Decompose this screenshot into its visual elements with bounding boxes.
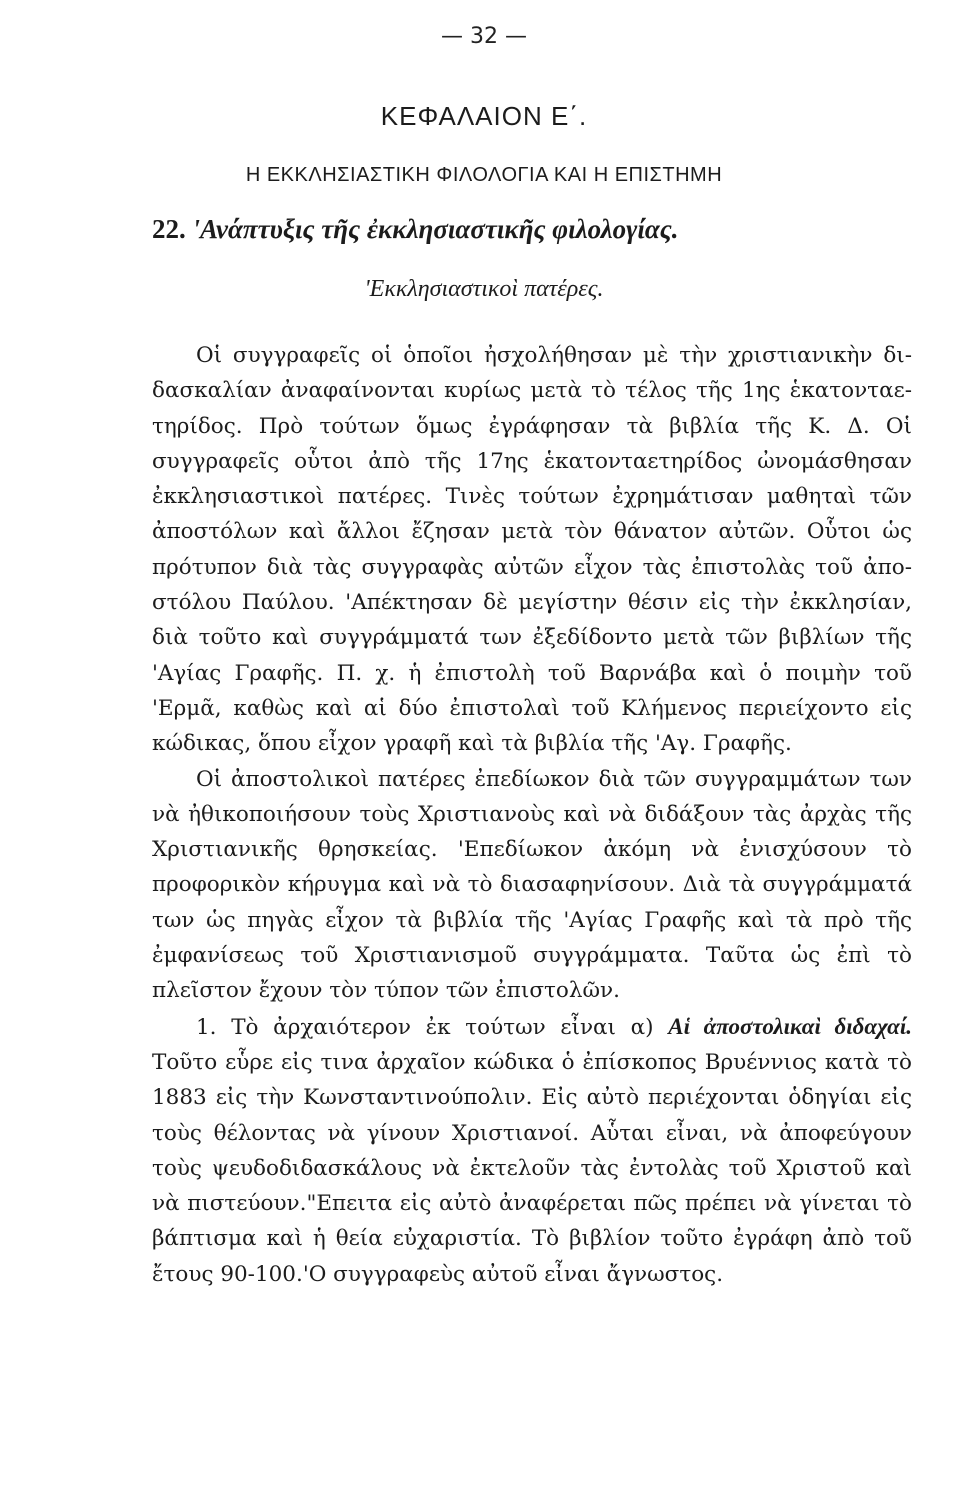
- paragraph-3-rest: Τοῦτο εὗρε εἰς τινα ἀρχαῖον κώδικα ὁ ἐπίσκοπος Βρυέννιος κατὰ τὸ 1883 εἰς τὴν Κωνσταντινούπολιν. Εἰς αὐτὸ περιέχονται ὁδηγίαι εἰς τοὺς θέλοντας νὰ γίνουν Χριστιανοί. Αὗται εἶναι, νὰ ἀποφεύγουν τοὺς ψευδοδιδασκάλους νὰ ἐκτελοῦν τὰς ἐντολὰς τοῦ Χριστοῦ καὶ νὰ πιστεύουν."Επειτα εἰς αὐτὸ ἀναφέρεται πῶς πρέπει νὰ γίνεται τὸ βάπτισμα καὶ ἡ θεία εὐχαριστία. Τὸ βιβλίον τοῦτο ἐγράφη ἀπὸ τοῦ ἔτους 90-100.'Ο συγγραφεὺς αὐτοῦ εἶναι ἄγνωστος.: [152, 1049, 912, 1287]
- page-number: — 32 —: [441, 24, 527, 49]
- section-heading: [152, 214, 912, 245]
- body-text: [152, 338, 912, 1292]
- section-number: 22.: [152, 214, 186, 244]
- chapter-title: ΚΕΦΑΛΑΙΟΝ Ε΄.: [380, 101, 588, 131]
- paragraph-1: Οἱ συγγραφεῖς οἱ ὁποῖοι ἠσχολήθησαν μὲ τὴν χριστιανικὴν διδασκαλίαν ἀναφαίνονται κυρίως μετὰ τὸ τέλος τῆς 1ης ἑκατονταετηρίδος. Πρὸ τούτων ὅμως ἐγράφησαν τὰ βιβλία τῆς Κ. Δ. Οἱ συγγραφεῖς οὗτοι ἀπὸ τῆς 17ης ἑκατονταετηρίδος ὠνομάσθησαν ἐκκλησιαστικοὶ πατέρες. Τινὲς τούτων ἐχρημάτισαν μαθηταὶ τῶν ἀποστόλων καὶ ἄλλοι ἔζησαν μετὰ τὸν θάνατον αὐτῶν. Οὗτοι ὡς πρότυπον διὰ τὰς συγγραφὰς αὐτῶν εἶχον τὰς ἐπιστολὰς τοῦ ἀποστόλου Παύλου. 'Απέκτησαν δὲ μεγίστην θέσιν εἰς τὴν ἐκκλησίαν, διὰ τοῦτο καὶ συγγράμματά των ἐξεδίδοντο μετὰ τῶν βιβλίων τῆς 'Αγίας Γραφῆς. Π. χ. ἡ ἐπιστολὴ τοῦ Βαρνάβα καὶ ὁ ποιμὴν τοῦ 'Ερμᾶ, καθὼς καὶ αἱ δύο ἐπιστολαὶ τοῦ Κλήμενος περιείχοντο εἰς κώδικας, ὅπου εἶχον γραφῆ καὶ τὰ βιβλία τῆς 'Αγ. Γραφῆς.: [152, 343, 912, 757]
- paragraph-3-emphasis: Αἱ ἀποστολικαὶ διδαχαί.: [668, 1013, 912, 1039]
- section-title: 'Ανάπτυξις τῆς ἐκκλησιαστικῆς φιλολογίας.: [192, 214, 679, 244]
- paragraph-2: Οἱ ἀποστολικοὶ πατέρες ἐπεδίωκον διὰ τῶν συγγραμμάτων των νὰ ἠθικοποιήσουν τοὺς Χριστιανοὺς καὶ νὰ διδάξουν τὰς ἀρχὰς τῆς Χριστιανικῆς θρησκείας. 'Επεδίωκον ἀκόμη νὰ ἐνισχύσουν τὸ προφορικὸν κήρυγμα καὶ νὰ τὸ διασαφηνίσουν. Διὰ τὰ συγγράμματά των ὡς πηγὰς εἶχον τὰ βιβλία τῆς 'Αγίας Γραφῆς καὶ τὰ πρὸ τῆς ἐμφανίσεως τοῦ Χριστιανισμοῦ συγγράμματα. Ταῦτα ὡς ἐπὶ τὸ πλεῖστον ἔχουν τὸν τύπον τῶν ἐπιστολῶν.: [152, 766, 912, 1004]
- subsection-heading: 'Εκκλησιαστικοὶ πατέρες.: [364, 276, 604, 302]
- chapter-subtitle: Η ΕΚΚΛΗΣΙΑΣΤΙΚΗ ΦΙΛΟΛΟΓΙΑ ΚΑΙ Η ΕΠΙΣΤΗΜΗ: [245, 164, 723, 186]
- paragraph-3-lead: 1. Τὸ ἀρχαιότερον ἐκ τούτων εἶναι α): [196, 1014, 669, 1040]
- paragraph-3: [152, 1009, 912, 1292]
